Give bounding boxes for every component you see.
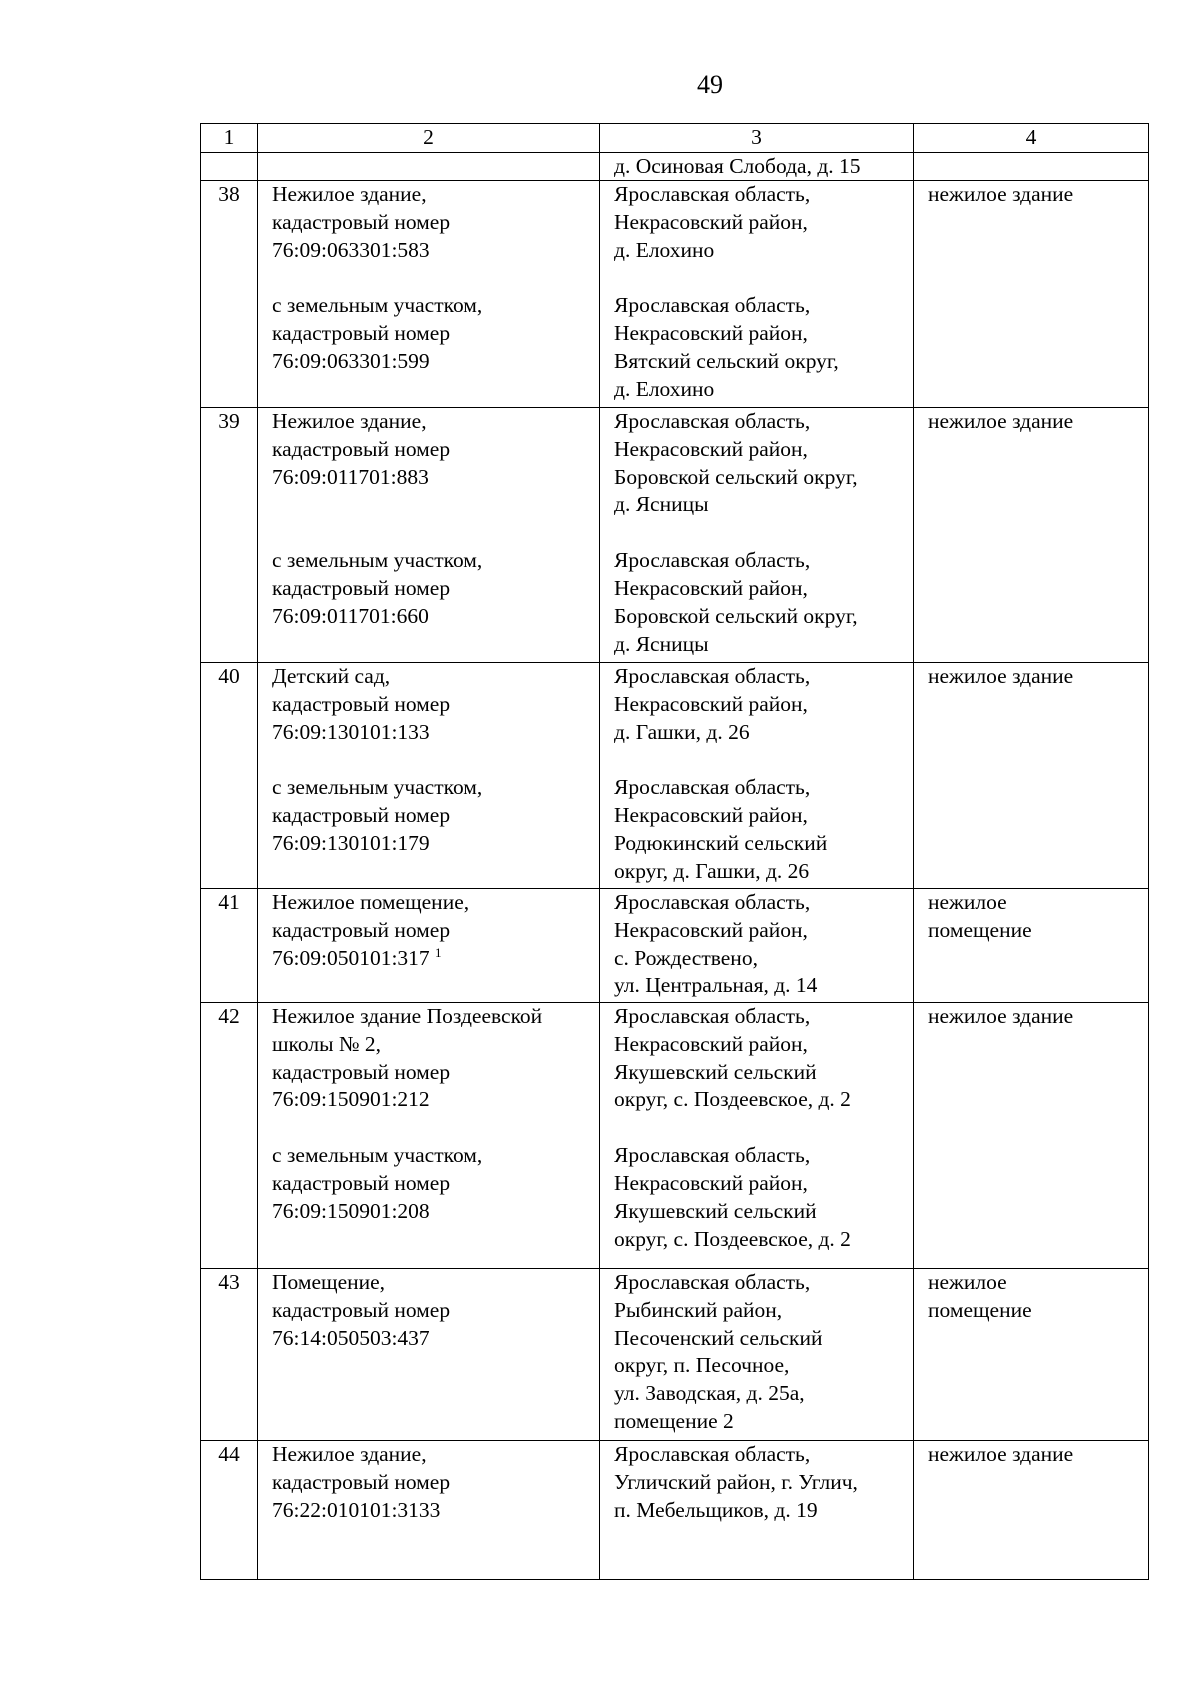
address-line: Ярославская область, xyxy=(614,775,811,800)
cadastral-number: 76:09:050101:317 xyxy=(272,945,430,970)
address-line: Ярославская область, xyxy=(614,293,811,318)
address-line: Ярославская область, xyxy=(614,182,811,206)
address-cell xyxy=(600,408,914,663)
type-line: помещение xyxy=(928,1297,1032,1322)
object-line: 76:09:150901:208 xyxy=(272,1198,430,1223)
address-line: Ярославская область, xyxy=(614,890,811,914)
object-line: кадастровый номер xyxy=(272,1059,451,1084)
object-line: кадастровый номер xyxy=(272,209,451,234)
address-cell xyxy=(600,181,914,408)
continuation-address-cell xyxy=(600,153,914,181)
object-line: 76:09:130101:179 xyxy=(272,830,430,855)
header-cell-2: 2 xyxy=(258,124,600,153)
address-line: округ, с. Поздеевское, д. 2 xyxy=(614,1226,851,1251)
object-block xyxy=(272,663,599,746)
address-line: Ярославская область, xyxy=(614,1270,811,1294)
object-cell xyxy=(258,889,600,1003)
object-line: Помещение, xyxy=(272,1270,386,1294)
land-block xyxy=(272,1142,599,1225)
address-line: Некрасовский район, xyxy=(614,575,808,600)
address-block xyxy=(614,1142,913,1253)
object-cell xyxy=(258,181,600,408)
address-line: Некрасовский район, xyxy=(614,803,808,828)
object-line: кадастровый номер xyxy=(272,803,451,828)
table-row xyxy=(201,663,1149,889)
address-line: округ, п. Песочное, xyxy=(614,1353,790,1378)
object-line: Нежилое здание, xyxy=(272,1442,427,1466)
address-block xyxy=(614,663,913,746)
object-line: Нежилое здание, xyxy=(272,182,427,206)
type-line: помещение xyxy=(928,917,1032,942)
continuation-num-cell xyxy=(201,153,258,181)
table-header-row xyxy=(201,124,1149,153)
object-line: кадастровый номер xyxy=(272,321,451,346)
address-line: Некрасовский район, xyxy=(614,1031,808,1056)
type-line: нежилое xyxy=(928,890,1007,914)
object-cell xyxy=(258,1441,600,1580)
land-block xyxy=(272,774,599,857)
object-line: кадастровый номер xyxy=(272,1469,451,1494)
type-cell xyxy=(914,663,1149,889)
address-line: помещение 2 xyxy=(614,1408,734,1433)
address-block xyxy=(614,1003,913,1114)
object-line: Нежилое здание Поздеевской xyxy=(272,1004,543,1028)
object-line: Детский сад, xyxy=(272,664,391,688)
address-line: ул. Заводская, д. 25а, xyxy=(614,1381,805,1406)
object-cell xyxy=(258,408,600,663)
object-line: 76:09:063301:599 xyxy=(272,348,430,373)
address-line: д. Ясницы xyxy=(614,492,709,517)
address-cell xyxy=(600,889,914,1003)
type-cell xyxy=(914,1269,1149,1441)
object-line: 76:09:150901:212 xyxy=(272,1087,430,1112)
object-line: с земельным участком, xyxy=(272,293,483,318)
object-line: 76:22:010101:3133 xyxy=(272,1497,441,1522)
row-number: 42 xyxy=(201,1003,258,1269)
address-line: п. Мебельщиков, д. 19 xyxy=(614,1497,818,1522)
address-line: Ярославская область, xyxy=(614,1143,811,1168)
land-block xyxy=(272,292,599,375)
object-line: кадастровый номер xyxy=(272,691,451,716)
object-line: с земельным участком, xyxy=(272,775,483,800)
object-line xyxy=(272,945,599,973)
address-cell xyxy=(600,663,914,889)
type-line: нежилое здание xyxy=(928,409,1074,433)
table-row xyxy=(201,181,1149,408)
table-row xyxy=(201,1441,1149,1580)
address-line: д. Елохино xyxy=(614,237,715,262)
type-line: нежилое здание xyxy=(928,1442,1074,1466)
address-line: д. Гашки, д. 26 xyxy=(614,719,750,744)
header-cell-1: 1 xyxy=(201,124,258,153)
row-number: 41 xyxy=(201,889,258,1003)
address-block xyxy=(614,181,913,264)
address-line: Рыбинский район, xyxy=(614,1297,783,1322)
property-table xyxy=(200,123,1149,1580)
object-line: 76:09:063301:583 xyxy=(272,237,430,262)
continuation-type-cell xyxy=(914,153,1149,181)
footnote-marker: 1 xyxy=(435,944,442,960)
object-block xyxy=(272,1003,599,1114)
address-block xyxy=(614,547,913,658)
address-line: Некрасовский район, xyxy=(614,209,808,234)
header-cell-3: 3 xyxy=(600,124,914,153)
type-line: нежилое здание xyxy=(928,182,1074,206)
row-number: 38 xyxy=(201,181,258,408)
address-line: д. Ясницы xyxy=(614,631,709,656)
land-block xyxy=(272,547,599,630)
address-block xyxy=(614,292,913,403)
address-line: Некрасовский район, xyxy=(614,917,808,942)
object-line: Нежилое помещение, xyxy=(272,890,470,914)
address-line: д. Елохино xyxy=(614,376,715,401)
table-row xyxy=(201,408,1149,663)
object-block xyxy=(272,181,599,264)
object-line: с земельным участком, xyxy=(272,548,483,573)
table-row xyxy=(201,1003,1149,1269)
row-number: 43 xyxy=(201,1269,258,1441)
address-line: округ, д. Гашки, д. 26 xyxy=(614,858,810,883)
object-line: школы № 2, xyxy=(272,1031,381,1056)
continuation-object-cell xyxy=(258,153,600,181)
object-line: 76:09:011701:660 xyxy=(272,603,429,628)
address-line: Ярославская область, xyxy=(614,1442,811,1466)
object-line: 76:14:050503:437 xyxy=(272,1325,430,1350)
address-line: с. Рождествено, xyxy=(614,945,758,970)
address-line: Ярославская область, xyxy=(614,1004,811,1028)
row-number: 44 xyxy=(201,1441,258,1580)
object-line: 76:09:130101:133 xyxy=(272,719,430,744)
object-line: кадастровый номер xyxy=(272,436,451,461)
continuation-row xyxy=(201,153,1149,181)
object-line: кадастровый номер xyxy=(272,1297,451,1322)
row-number: 40 xyxy=(201,663,258,889)
object-line: кадастровый номер xyxy=(272,1170,451,1195)
object-line: кадастровый номер xyxy=(272,917,451,942)
type-cell xyxy=(914,408,1149,663)
type-line: нежилое здание xyxy=(928,1004,1074,1028)
object-line: 76:09:011701:883 xyxy=(272,464,429,489)
address-line: Песоченский сельский xyxy=(614,1325,823,1350)
address-cell xyxy=(600,1441,914,1580)
type-line: нежилое здание xyxy=(928,664,1074,688)
type-cell xyxy=(914,181,1149,408)
header-cell-4: 4 xyxy=(914,124,1149,153)
address-line: Боровской сельский округ, xyxy=(614,603,858,628)
object-line: с земельным участком, xyxy=(272,1143,483,1168)
table-row xyxy=(201,889,1149,1003)
address-line: Ярославская область, xyxy=(614,548,811,573)
object-line: кадастровый номер xyxy=(272,576,451,601)
type-cell xyxy=(914,1441,1149,1580)
type-cell xyxy=(914,889,1149,1003)
address-line: д. Осиновая Слобода, д. 15 xyxy=(614,154,861,178)
object-cell xyxy=(258,1269,600,1441)
address-line: Некрасовский район, xyxy=(614,1170,808,1195)
address-block xyxy=(614,774,913,885)
address-line: Некрасовский район, xyxy=(614,691,808,716)
row-number: 39 xyxy=(201,408,258,663)
address-line: Родюкинский сельский xyxy=(614,830,828,855)
address-line: Угличский район, г. Углич, xyxy=(614,1469,858,1494)
page-number: 49 xyxy=(697,70,723,99)
address-line: Некрасовский район, xyxy=(614,321,808,346)
type-line: нежилое xyxy=(928,1270,1007,1294)
address-line: Некрасовский район, xyxy=(614,436,808,461)
object-block xyxy=(272,408,599,491)
address-line: Якушевский сельский xyxy=(614,1198,817,1223)
object-cell xyxy=(258,1003,600,1269)
address-line: Ярославская область, xyxy=(614,664,811,688)
address-line: Вятский сельский округ, xyxy=(614,348,839,373)
address-block xyxy=(614,408,913,519)
address-line: ул. Центральная, д. 14 xyxy=(614,973,818,998)
address-line: Боровской сельский округ, xyxy=(614,464,858,489)
object-line: Нежилое здание, xyxy=(272,409,427,433)
address-line: Якушевский сельский xyxy=(614,1059,817,1084)
address-line: округ, с. Поздеевское, д. 2 xyxy=(614,1087,851,1112)
address-cell xyxy=(600,1269,914,1441)
address-line: Ярославская область, xyxy=(614,409,811,433)
table-row xyxy=(201,1269,1149,1441)
type-cell xyxy=(914,1003,1149,1269)
object-cell xyxy=(258,663,600,889)
address-cell xyxy=(600,1003,914,1269)
